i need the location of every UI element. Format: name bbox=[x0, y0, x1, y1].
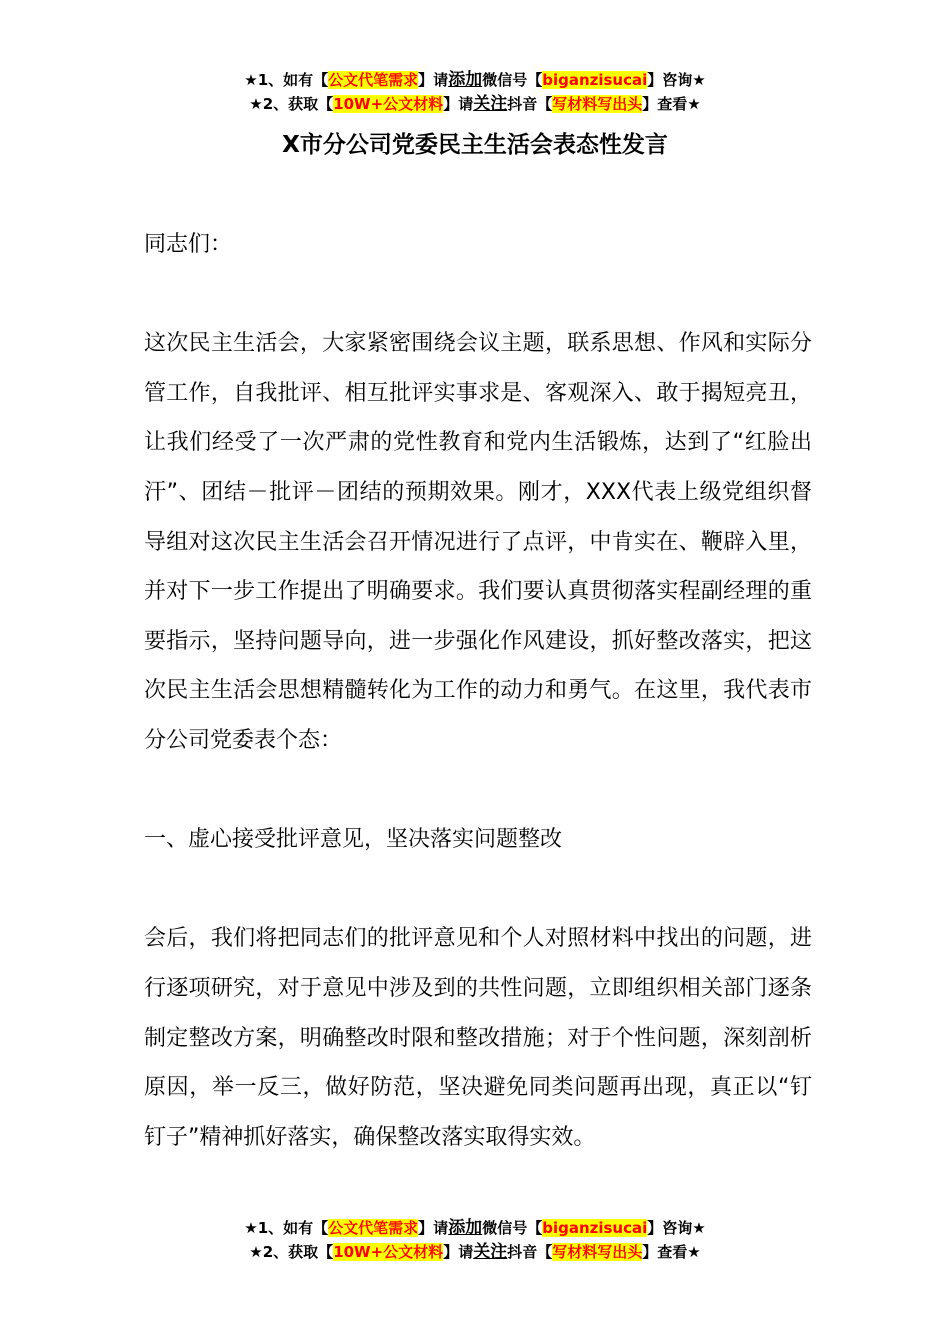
promo-highlight-service: 公文代笔需求 bbox=[328, 71, 419, 89]
promo-emphasis-add: 添加 bbox=[448, 1218, 483, 1238]
paragraph-intro: 这次民主生活会，大家紧密围绕会议主题，联系思想、作风和实际分管工作，自我批评、相互批评实事求是、客观深入、敢于揭短亮丑，让我们经受了一次严肃的党性教育和党内生活锻炼，达到了“红脸出汗”、团结－批评－团结的预期效果。刚才，XXX代表上级党组织督导组对这次民主生活会召开情况进行了点评，中肯实在、鞭辟入里，并对下一步工作提出了明确要求。我们要认真贯彻落实程副经理的重要指示，坚持问题导向，进一步强化作风建设，抓好整改落实，把这次民主生活会思想精髓转化为工作的动力和勇气。在这里，我代表市分公司党委表个态： bbox=[144, 331, 812, 753]
salutation: 同志们： bbox=[144, 232, 233, 257]
paragraph-gap bbox=[144, 766, 812, 816]
promo-highlight-materials: 10W+公文材料 bbox=[333, 95, 444, 113]
promo-line-2: ★2、获取【10W+公文材料】请关注抖音【写材料写出头】查看★ bbox=[249, 1242, 701, 1262]
promo-highlight-douyin: 写材料写出头 bbox=[552, 95, 643, 113]
paragraph-gap bbox=[144, 270, 812, 320]
paragraph-gap bbox=[144, 865, 812, 915]
promo-highlight-materials: 10W+公文材料 bbox=[333, 1243, 444, 1261]
promo-emphasis-add: 添加 bbox=[448, 70, 483, 90]
promo-line-1: ★1、如有【公文代笔需求】请添加微信号【biganzisucai】咨询★ bbox=[244, 1218, 706, 1238]
promo-highlight-douyin: 写材料写出头 bbox=[552, 1243, 643, 1261]
paragraph-section-1: 会后，我们将把同志们的批评意见和个人对照材料中找出的问题，进行逐项研究，对于意见中涉及到的共性问题，立即组织相关部门逐条制定整改方案，明确整改时限和整改措施；对于个性问题，深刻剖析原因，举一反三，做好防范，坚决避免同类问题再出现，真正以“钉钉子”精神抓好落实，确保整改落实取得实效。 bbox=[144, 926, 812, 1150]
promo-banner-bottom bbox=[0, 1216, 950, 1264]
promo-line-1: ★1、如有【公文代笔需求】请添加微信号【biganzisucai】咨询★ bbox=[244, 70, 706, 90]
promo-highlight-wechat-id: biganzisucai bbox=[542, 71, 648, 89]
section-heading-1: 一、虚心接受批评意见，坚决落实问题整改 bbox=[144, 827, 563, 853]
promo-highlight-service: 公文代笔需求 bbox=[328, 1219, 419, 1237]
promo-line-2: ★2、获取【10W+公文材料】请关注抖音【写材料写出头】查看★ bbox=[249, 94, 701, 114]
promo-banner-top bbox=[0, 68, 950, 116]
promo-highlight-wechat-id: biganzisucai bbox=[542, 1219, 648, 1237]
promo-emphasis-follow: 关注 bbox=[473, 1242, 508, 1262]
promo-emphasis-follow: 关注 bbox=[473, 94, 508, 114]
document-title: X市分公司党委民主生活会表态性发言 bbox=[282, 132, 668, 158]
document-body bbox=[144, 220, 812, 1162]
